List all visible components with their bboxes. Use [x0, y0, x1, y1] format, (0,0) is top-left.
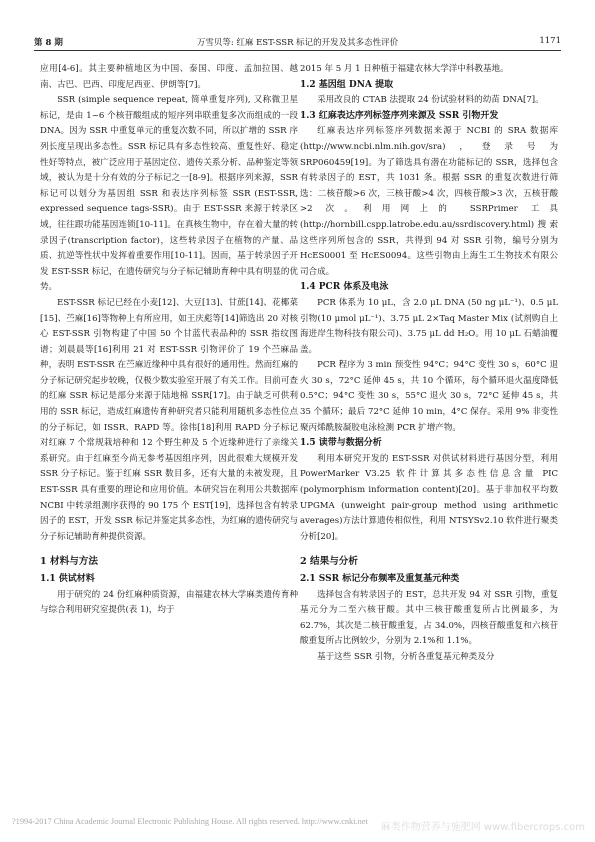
body-paragraph: 采用改良的 CTAB 法提取 24 份试验材料的幼苗 DNA[7]。 — [317, 95, 544, 106]
body-paragraph: 利用本研究开发的 EST-SSR 对供试材料进行基因分型，利用 PowerMarker V3.25 软件计算其多态性信息含量 PIC (polymorphism information content)[20]。基于非加权平均数 UPGMA (unweight pair-group method using arithmetic averages)方法计算遗传相似性，利用 NTSYSv2.10 软件进行聚类分析[20]。 — [300, 453, 558, 542]
running-title: 万雪贝等: 红麻 EST-SSR 标记的开发及其多态性评价 — [196, 38, 399, 48]
copyright-footer: ?1994-2017 China Academic Journal Electronic Publishing House. All rights reserved. http://www.cnki.net — [12, 817, 368, 826]
issue-number: 第 8 期 — [34, 38, 63, 48]
right-column — [300, 62, 558, 797]
body-paragraph: EST-SSR 标记已经在小麦[12]、大豆[13]、甘蔗[14]、花椰菜[15]、苎麻[16]等物种上有所应用，如王庆彪等[14]筛选出 20 对核心 EST-SSR 引物构建了中国 50 个甘蓝代表品种的 SSR 指纹图谱；刘晨晨等[16]利用 21 对 EST-SSR 引物评价了 19 个苎麻品种，表明 EST-SSR 在苎麻近缘种中具有很好的通用性。然而红麻的分子标记研究起步较晚，仅极少数实验室开展了有关工作。目前可查的红麻 SSR 标记是部分来源于陆地棉 SSR[17]。由于缺乏可供利用的 SSR 标记，造成红麻遗传育种研究者只能利用随机多态性位点的分子标记，如 ISSR、RAPD 等。徐伟[18]利用 RAPD 分子标记对红麻 7 个常规栽培种和 12 个野生种及 5 个近缘种进行了亲缘关系研究。由于红麻至今尚无参考基因组序列，因此很难大规模开发 SSR 分子标记。鉴于红麻 SSR 数目多，还有大量的未被发现，且 EST-SSR 具有重要的理论和应用价值。本研究旨在利用公共数据库 NCBI 中转录组测序获得的 90 175 个 EST[19]，选择包含有转录因子的 EST，开发 SSR 标记并鉴定其多态性，为红麻的遗传研究与分子标记辅助育种提供资源。 — [40, 297, 298, 542]
left-column — [40, 62, 298, 797]
body-paragraph: 2015 年 5 月 1 日种植于福建农林大学洋中科教基地。 — [300, 64, 509, 74]
body-paragraph: 选择包含有转录因子的 EST，总共开发 94 对 SSR 引物，重复基元分为二至六核苷酸。其中三核苷酸重复所占比例最多，为 62.7%，其次是二核苷酸重复，占 34.0%，四核苷酸重复和六核苷酸重复所占比例较少，分别为 2.1%和 1.1%。 — [300, 589, 558, 647]
body-paragraph: 应用[4-6]。其主要种植地区为中国、泰国、印度、孟加拉国、越南、古巴、巴西、印度尼西亚、伊朗等[7]。 — [40, 64, 298, 90]
body-paragraph: PCR 程序为 3 min 预变性 94°C；94°C 变性 30 s，60°C 退火 30 s，72°C 延伸 45 s，共 10 个循环，每个循环退火温度降低 0.5°C；94°C 变性 30 s，55°C 退火 30 s，72°C 延伸 45 s，共 35 个循环；最后 72°C 延伸 10 min，4°C 保存。采用 9% 非变性聚丙烯酰胺凝胶电泳检测 PCR 扩增产物。 — [300, 360, 558, 433]
body-paragraph: SSR (simple sequence repeat, 简单重复序列), 又称微卫星标记，是由 1~6 个核苷酸组成的短序列串联重复多次而组成的一段 DNA。因为 SSR 中重复单元的重复次数不同，所以扩增的 SSR 序列长度呈现出多态性。SSR 标记具有多态性较高、重复性好、稳定性好等特点，被广泛应用于基因定位、遗传关系分析、品种鉴定等领域，被认为是十分有效的分子标记之一[8-9]。根据序列来源，SSR 标记可以划分为基因组 SSR 和表达序列标签 SSR (EST-SSR, expressed sequence tags-SSR)。由于 EST-SSR 来源于转录区域，往往跟功能基因连锁[10-11]。在真核生物中，存在着大量的转录因子(transcription factor)，这些转录因子在植物的产量、品质、抗逆等性状中发挥着重要作用[10-11]。因而，基于转录因子开发 EST-SSR 标记，在遗传研究与分子标记辅助育种中具有明显的优势。 — [40, 95, 298, 293]
subsection-heading: 2.1 SSR 标记分布频率及重复基元种类 — [300, 574, 460, 584]
section-heading: 2 结果与分析 — [300, 556, 358, 568]
body-paragraph: 基于这些 SSR 引物，分析各重复基元种类及分 — [317, 651, 495, 662]
section-heading: 1 材料与方法 — [40, 556, 98, 568]
subsection-heading: 1.5 读带与数据分析 — [300, 438, 382, 449]
page-number: 1171 — [539, 36, 561, 46]
subsection-heading: 1.2 基因组 DNA 提取 — [300, 79, 394, 90]
body-paragraph: 红麻表达序列标签序列数据来源于 NCBI 的 SRA 数据库(http://www.ncbi.nlm.nih.gov/sra)，登录号为 SRP060459[19]。为了筛选具有潜在功能标记的 SSR，选择包含有转录因子的 EST，共 1031 条。根据 SSR 的重复次数进行筛选：二核苷酸>6 次，三核苷酸>4 次，四核苷酸>3 次，五核苷酸>2 次。利用网上的 SSRPrimer 工具(http://hornbill.cspp.latrobe.edu.au/ssrdiscovery.html)搜索这些序列所包含的 SSR，共得到 94 对 SSR 引物，编号分别为 HcES0001 至 HcES0094。这些引物由上海生工生物技术有限公司合成。 — [300, 126, 558, 277]
running-header — [34, 34, 561, 51]
subsection-heading: 1.3 红麻表达序列标签序列来源及 SSR 引物开发 — [300, 110, 499, 121]
subsection-heading: 1.4 PCR 体系及电泳 — [300, 282, 389, 293]
subsection-heading: 1.1 供试材料 — [40, 574, 95, 584]
site-watermark: 麻类作物营养与施肥网 www.fibercrops.com — [380, 822, 585, 833]
body-paragraph: 用于研究的 24 份红麻种质资源，由福建农林大学麻类遗传育种与综合利用研究室提供(表 1)，均于 — [40, 589, 298, 616]
body-paragraph: PCR 体系为 10 μL，含 2.0 μL DNA (50 ng μL⁻¹)、0.5 μL 引物(10 μmol μL⁻¹)、3.75 μL 2×Taq Master Mix (试剂购自上海进岸生物科技有限公司)、3.75 μL dd H₂O。用 10 μL 石蜡油覆盖。 — [300, 297, 558, 355]
